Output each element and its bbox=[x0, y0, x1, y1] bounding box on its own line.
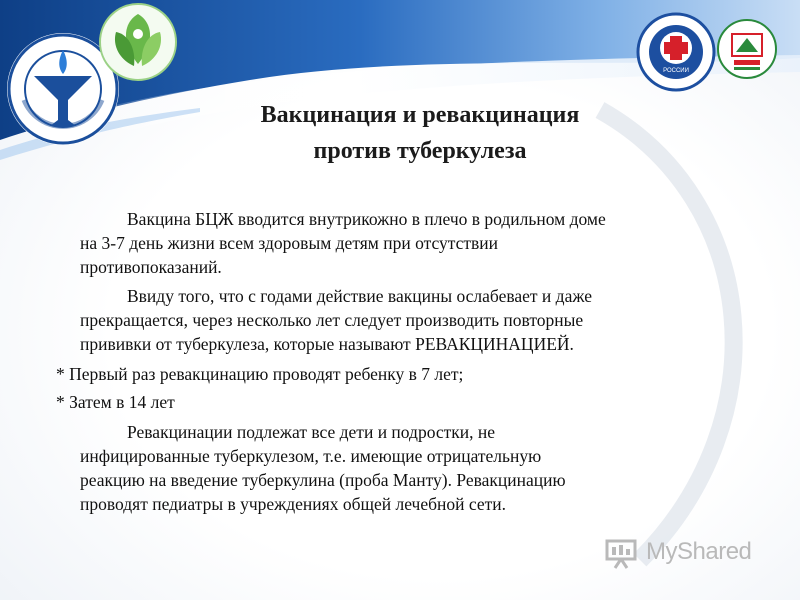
emblem-logo bbox=[716, 18, 778, 80]
paragraph-2-line: Ввиду того, что с годами действие вакцины ослабевает и даже bbox=[127, 286, 592, 306]
paragraph-1-line: противопоказаний. bbox=[80, 257, 222, 277]
paragraph-3-line: реакцию на введение туберкулина (проба Манту). Ревакцинацию bbox=[80, 470, 566, 490]
watermark-text: MyShared bbox=[646, 538, 752, 565]
bullet-item-1: * Первый раз ревакцинацию проводят ребенку в 7 лет; bbox=[56, 364, 464, 384]
paragraph-3 bbox=[80, 420, 566, 516]
svg-text:РОССИИ: РОССИИ bbox=[663, 68, 689, 74]
presentation-board-icon bbox=[604, 538, 640, 570]
leaf-logo bbox=[98, 2, 178, 82]
paragraph-2-line: прививки от туберкулеза, которые называют РЕВАКЦИНАЦИЕЙ. bbox=[80, 334, 574, 354]
myshared-watermark[interactable] bbox=[604, 536, 774, 572]
paragraph-3-line: инфицированные туберкулезом, т.е. имеющие отрицательную bbox=[80, 446, 542, 466]
paragraph-2-line: прекращается, через несколько лет следует производить повторные bbox=[80, 310, 584, 330]
slide-title-line-2: против туберкулеза bbox=[313, 138, 527, 164]
nurses-association-logo bbox=[636, 12, 716, 92]
paragraph-1-line: Вакцина БЦЖ вводится внутрикожно в плечо в родильном доме bbox=[127, 209, 606, 229]
slide-title-line-1: Вакцинация и ревакцинация bbox=[260, 102, 580, 128]
paragraph-1 bbox=[80, 207, 606, 279]
bullet-item-2: * Затем в 14 лет bbox=[56, 392, 175, 412]
paragraph-2 bbox=[80, 284, 592, 356]
paragraph-3-line: проводят педиатры в учреждениях общей лечебной сети. bbox=[80, 494, 506, 514]
paragraph-3-line: Ревакцинации подлежат все дети и подростки, не bbox=[127, 422, 496, 442]
paragraph-1-line: на 3-7 день жизни всем здоровым детям при отсутствии bbox=[80, 233, 499, 253]
